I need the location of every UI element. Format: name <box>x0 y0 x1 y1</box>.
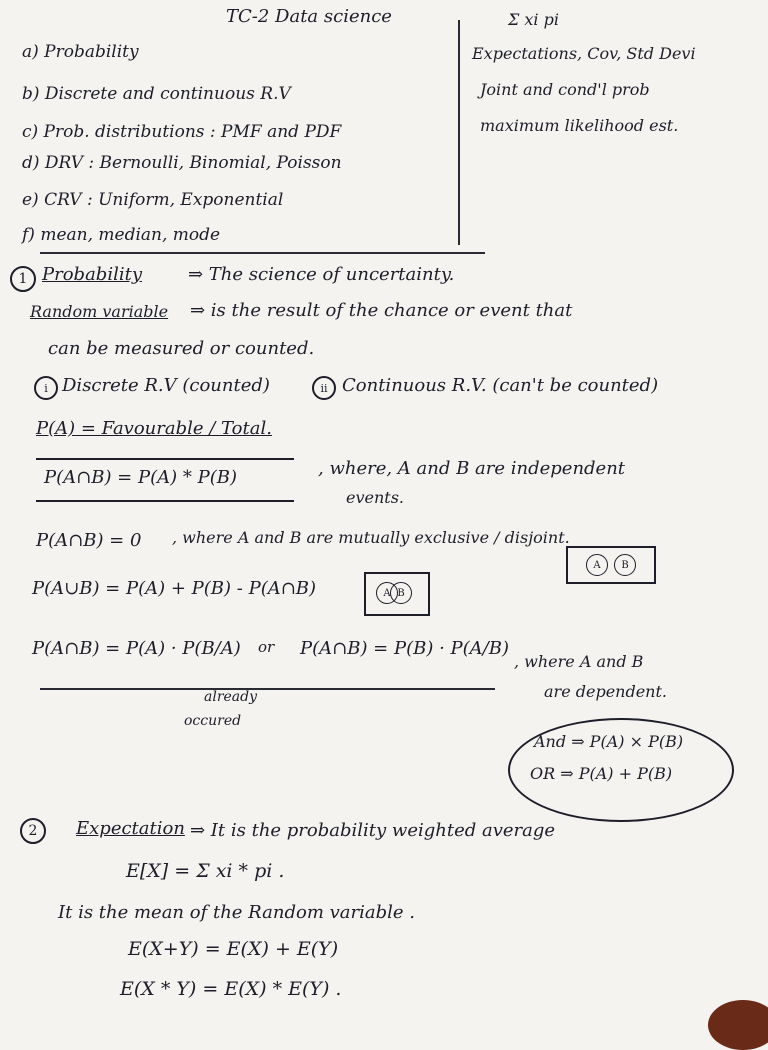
annotation: already <box>204 689 258 705</box>
section-number: 2 <box>20 818 46 844</box>
topic-item: b) Discrete and continuous R.V <box>22 84 291 104</box>
definition-text: events. <box>346 488 405 507</box>
definition-text: , where A and B are mutually exclusive / disjoint. <box>172 528 570 547</box>
venn-disjoint-box <box>566 546 656 584</box>
rv-type: Continuous R.V. (can't be counted) <box>342 375 659 396</box>
section-definition: ⇒ It is the probability weighted average <box>190 820 556 841</box>
rule-and: And ⇒ P(A) × P(B) <box>534 732 684 751</box>
column-divider <box>458 20 460 245</box>
formula: P(A) = Favourable / Total. <box>36 418 272 439</box>
topic-item: e) CRV : Uniform, Exponential <box>22 190 284 210</box>
topic-item: f) mean, median, mode <box>22 225 221 245</box>
venn-circle-a: A <box>376 582 398 604</box>
section-definition: ⇒ The science of uncertainty. <box>188 264 455 285</box>
section-heading: Probability <box>42 264 143 285</box>
definition-text: , where A and B <box>514 652 644 671</box>
rule-or: OR ⇒ P(A) + P(B) <box>530 764 673 783</box>
right-note: Joint and cond'l prob <box>480 80 650 99</box>
topic-item: d) DRV : Bernoulli, Binomial, Poisson <box>22 153 342 173</box>
definition-text: It is the mean of the Random variable . <box>58 902 415 923</box>
venn-circle-a: A <box>586 554 608 576</box>
topic-item: a) Probability <box>22 42 139 62</box>
definition-text: , where, A and B are independent <box>318 458 626 479</box>
formula: P(A∩B) = P(A) · P(B/A) <box>32 638 241 659</box>
formula: P(A∩B) = 0 <box>36 530 142 551</box>
venn-circle-b: B <box>390 582 412 604</box>
rv-type: Discrete R.V (counted) <box>62 375 270 396</box>
sub-number: i <box>34 376 58 400</box>
term-label: Random variable <box>30 302 169 321</box>
section-heading: Expectation <box>76 818 185 839</box>
formula: P(A∩B) = P(B) · P(A/B) <box>300 638 509 659</box>
right-note: maximum likelihood est. <box>480 116 679 135</box>
right-note: Σ xi pi <box>508 10 559 29</box>
page-title: TC-2 Data science <box>226 6 392 27</box>
sub-number: ii <box>312 376 336 400</box>
formula: P(A∩B) = P(A) * P(B) <box>44 467 237 488</box>
conjunction: or <box>258 638 275 656</box>
topic-item: c) Prob. distributions : PMF and PDF <box>22 122 342 142</box>
venn-circle-b: B <box>614 554 636 576</box>
corner-stain <box>708 1000 768 1050</box>
definition-text: ⇒ is the result of the chance or event that <box>190 300 573 321</box>
section-divider <box>40 688 495 690</box>
formula: E(X+Y) = E(X) + E(Y) <box>128 938 339 960</box>
section-number: 1 <box>10 266 36 292</box>
formula: E(X * Y) = E(X) * E(Y) . <box>120 978 342 1000</box>
definition-text: can be measured or counted. <box>48 338 315 359</box>
section-divider <box>40 252 485 254</box>
formula: P(A∪B) = P(A) + P(B) - P(A∩B) <box>32 578 317 599</box>
formula: E[X] = Σ xi * pi . <box>126 860 285 882</box>
right-note: Expectations, Cov, Std Devi <box>472 44 696 63</box>
annotation: occured <box>184 713 242 729</box>
definition-text: are dependent. <box>544 682 667 701</box>
